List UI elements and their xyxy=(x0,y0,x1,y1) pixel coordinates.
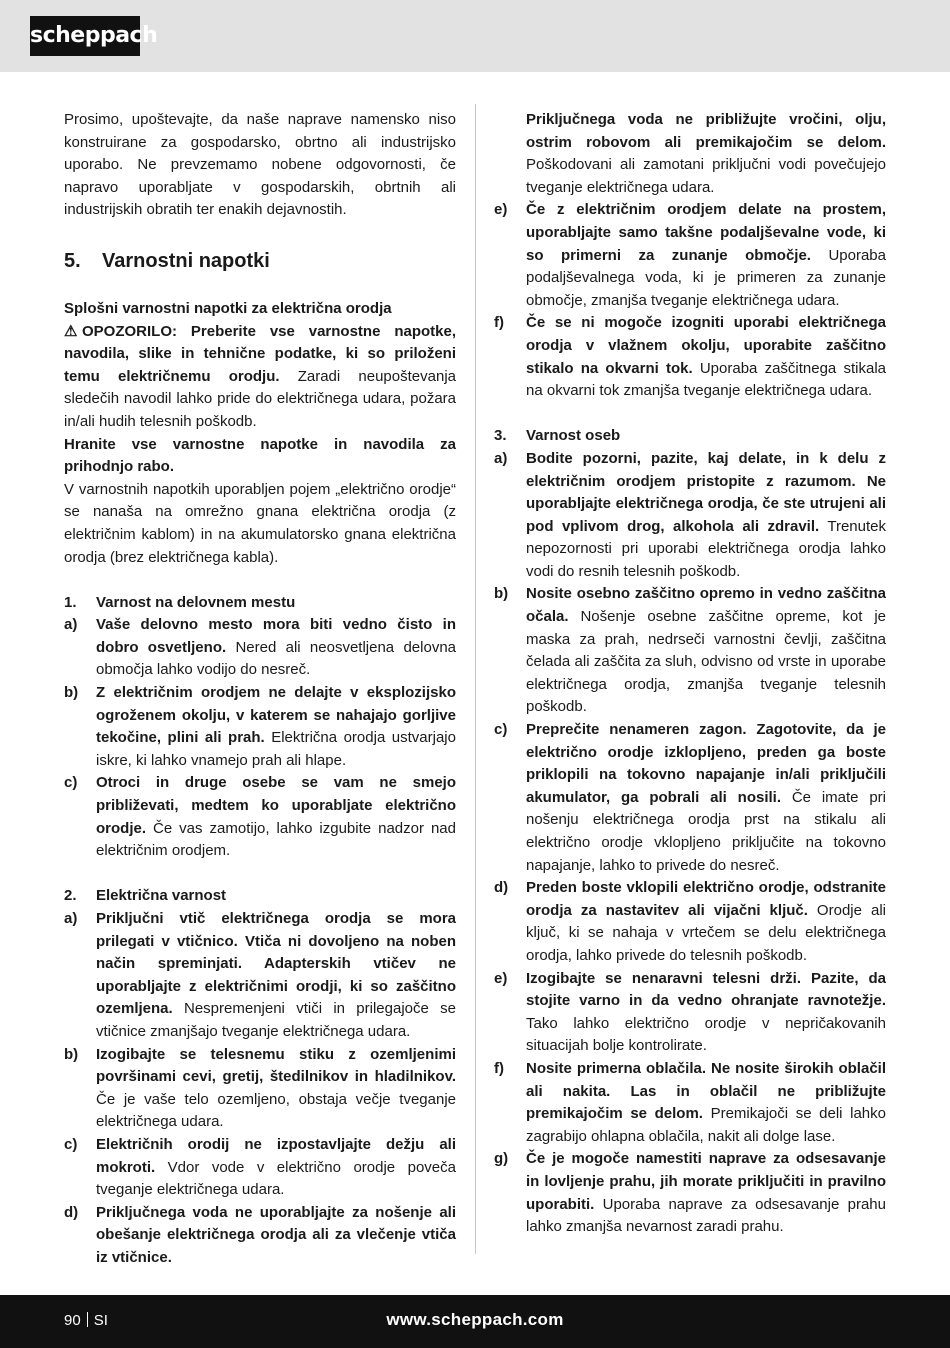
warning-paragraph xyxy=(64,321,456,434)
item-bold: Z električnim orodjem ne delajte v eksplozijsko ogroženem okolju, v katerem se nahajajo gorljive tekočine, plini ali prah. xyxy=(96,684,456,747)
item-text: Nered ali neosvetljena delovna območja lahko vodijo do nesreč. xyxy=(96,638,456,679)
warning-text: Zaradi neupoštevanja sledečih navodil lahko pride do električnega udara, požara in/ali hudih telesnih poškodb. xyxy=(64,367,456,430)
warning-icon: ⚠ xyxy=(64,322,78,340)
subsection-number: 3. xyxy=(494,427,507,445)
item-bold: Nosite primerna oblačila. Ne nosite širokih oblačil ali nakita. Las in oblačil ne približujte premikajočim se delom. xyxy=(526,1059,886,1123)
item-label: b) xyxy=(494,585,509,603)
item-bold: Vaše delovno mesto mora biti vedno čisto in dobro osvetljeno. xyxy=(96,616,456,656)
list-item-continued xyxy=(494,109,886,199)
item-text: Poškodovani ali zamotani priključni vodi povečujejo tveganje električnega udara. xyxy=(526,156,886,196)
subsection-heading xyxy=(64,885,456,908)
list-item xyxy=(64,908,456,1044)
item-text: Premikajoči se deli lahko zagrabijo ohlapna oblačila, nakit ali dolge lase. xyxy=(526,1105,886,1145)
item-label: c) xyxy=(64,774,78,792)
page-header xyxy=(0,0,950,72)
item-bold: Električnih orodij ne izpostavljajte dežju ali mokroti. xyxy=(96,1135,456,1176)
item-bold: Otroci in druge osebe se vam ne smejo približevati, medtem ko uporabljate električno orodje. xyxy=(96,774,456,837)
item-bold: Če z električnim orodjem delate na prostem, uporabljajte samo takšne podaljševalne vode, ki so primerni za zunanje območje. xyxy=(526,201,886,264)
item-text: Trenutek nepozornosti pri uporabi električnega orodja lahko vodi do resnih telesnih poškodb. xyxy=(526,517,886,580)
list-item xyxy=(494,583,886,719)
item-bold: Preden boste vklopili električno orodje, odstranite orodja za nastavitev ali vijačni ključ. xyxy=(526,879,886,919)
item-bold: Preprečite nenameren zagon. Zagotovite, da je električno orodje izklopljeno, preden ga boste priklopili na tokovno napajanje in/ali priključili akumulator, ga pobrali ali nosili. xyxy=(526,721,886,806)
subsection-number: 2. xyxy=(64,887,77,905)
item-label: d) xyxy=(64,1203,79,1221)
item-bold: Priključnega voda ne uporabljajte za nošenje ali obešanje električnega orodja ali za vlečenje vtiča iz vtičnice. xyxy=(96,1203,456,1266)
subsection-heading xyxy=(494,425,886,448)
item-label: a) xyxy=(64,910,78,927)
item-text: Tako lahko električno orodje v nepričakovanih situacijah bolje kontrolirate. xyxy=(526,1014,886,1055)
list-item xyxy=(64,772,456,862)
intro-paragraph: Prosimo, upoštevajte, da naše naprave namensko niso konstruirane za gospodarsko, obrtno ali industrijsko uporabo. Ne prevzemamo nobene odgovornosti, če napravo uporabljate v gospodarskih, obrtnih ali industrijskih obratih ter enakih dejavnostih. xyxy=(64,111,456,219)
list-item xyxy=(494,1058,886,1148)
list-item xyxy=(494,877,886,967)
list-item xyxy=(494,448,886,584)
website-link[interactable]: www.scheppach.com xyxy=(386,1310,564,1329)
list-item xyxy=(64,614,456,682)
item-label: e) xyxy=(494,969,508,987)
right-column xyxy=(494,109,886,1239)
subsection-title: Varnost oseb xyxy=(526,427,621,445)
item-label: a) xyxy=(494,449,508,467)
subsection-number: 1. xyxy=(64,593,77,611)
term-paragraph: V varnostnih napotkih uporabljen pojem „električno orodje“ se nanaša na omrežno gnana električna orodja (z električnim kablom) in na akumulatorsko gnana električna orodja (brez električnega kabla). xyxy=(64,480,456,566)
item-label: d) xyxy=(494,879,509,897)
scheppach-logo: scheppach xyxy=(30,16,140,56)
item-label: b) xyxy=(64,684,79,702)
column-divider xyxy=(475,104,476,1254)
item-label: b) xyxy=(64,1045,79,1063)
page-number-value: 90 xyxy=(64,1312,81,1329)
item-text: Orodje ali ključ, ki se nahaja v vrtečem se delu električnega orodja, lahko privede do telesnih poškodb. xyxy=(526,901,886,964)
list-item xyxy=(64,682,456,772)
item-text: Uporaba podaljševalnega voda, ki je primeren za zunanje območje, zmanjša tveganje električnega udara. xyxy=(526,246,886,309)
list-item xyxy=(494,199,886,312)
item-label: c) xyxy=(64,1135,78,1153)
item-bold: Priključni vtič električnega orodja se mora prilegati v vtičnico. Vtiča ni dovoljeno na noben način spreminjati. Adapterskih vtičev ne uporabljajte z električnimi orodji, ki so zaščitno ozemljena. xyxy=(96,910,456,1018)
item-bold: Priključnega voda ne približujte vročini, olju, ostrim robovom ali premikajočim se delom. xyxy=(526,111,886,151)
item-text: Električna orodja ustvarjajo iskre, ki lahko vnamejo prah ali hlape. xyxy=(96,729,456,769)
item-bold: Če se ni mogoče izogniti uporabi električnega orodja v vlažnem okolju, uporabite zaščitno stikalo na okvarni tok. xyxy=(526,314,886,377)
list-item xyxy=(494,312,886,402)
item-label: g) xyxy=(494,1150,509,1168)
list-item xyxy=(64,1134,456,1202)
item-bold: Če je mogoče namestiti naprave za odsesavanje in lovljenje prahu, jih morate priključiti in pravilno uporabiti. xyxy=(526,1150,886,1213)
section-title-text: Varnostni napotki xyxy=(102,249,270,272)
item-label: e) xyxy=(494,201,508,219)
list-item xyxy=(64,1044,456,1134)
list-item xyxy=(494,719,886,877)
page-footer xyxy=(0,1295,950,1348)
subsection-title: Električna varnost xyxy=(96,887,227,905)
item-bold: Izogibajte se telesnemu stiku z ozemljenimi površinami cevi, gretij, štedilnikov in hladilnikov. xyxy=(96,1045,456,1086)
item-bold: Izogibajte se nenaravni telesni drži. Pazite, da stojite varno in da vedno ohranjate ravnotežje. xyxy=(526,969,886,1010)
general-heading: Splošni varnostni napotki za električna orodja xyxy=(64,299,392,317)
item-text: Vdor vode v električno orodje poveča tveganje električnega udara. xyxy=(96,1158,456,1199)
section-title xyxy=(64,248,456,274)
item-text: Uporaba zaščitnega stikala na okvarni tok zmanjša tveganje električnega udara. xyxy=(526,359,886,400)
item-text: Če je vaše telo ozemljeno, obstaja večje tveganje električnega udara. xyxy=(96,1090,456,1131)
left-column xyxy=(64,109,456,1270)
keep-instructions: Hranite vse varnostne napotke in navodila za prihodnjo rabo. xyxy=(64,435,456,476)
list-item xyxy=(64,1202,456,1270)
item-bold: Nosite osebno zaščitno opremo in vedno zaščitna očala. xyxy=(526,585,886,626)
item-label: f) xyxy=(494,314,504,332)
subsection-title: Varnost na delovnem mestu xyxy=(96,593,296,611)
item-text: Uporaba naprave za odsesavanje prahu lahko zmanjša nevarnost zaradi prahu. xyxy=(526,1195,886,1236)
list-item xyxy=(494,1148,886,1238)
item-label: c) xyxy=(494,721,508,739)
item-label: f) xyxy=(494,1059,504,1077)
item-bold: Bodite pozorni, pazite, kaj delate, in k delu z električnim orodjem pristopite z razumom. Ne uporabljajte električnega orodja, če ste utrujeni ali pod vplivom drog, alkohola ali zdravil. xyxy=(526,449,886,535)
item-label: a) xyxy=(64,616,78,634)
item-text: Nespremenjeni vtiči in prilegajoče se vtičnice zmanjšajo tveganje električnega udara. xyxy=(96,1000,456,1040)
language-code: SI xyxy=(93,1312,108,1329)
item-text: Če vas zamotijo, lahko izgubite nadzor nad električnim orodjem. xyxy=(96,819,456,860)
item-text: Nošenje osebne zaščitne opreme, kot je maska za prah, nedrseči varnostni čevlji, zaščitna čelada ali zaščita za sluh, odvisno od vrste in uporabe električnega orodja, zmanjša tveganje telesnih poškodb. xyxy=(526,608,886,716)
list-item xyxy=(494,968,886,1058)
warning-bold: OPOZORILO: Preberite vse varnostne napotke, navodila, slike in tehnične podatke, ki so priloženi temu električnemu orodju. xyxy=(64,322,456,385)
section-number: 5. xyxy=(64,249,81,272)
item-text: Če imate pri nošenju električnega orodja prst na stikalu ali električno orodje vklopljeno priključite na tokovno napajanje, lahko to privede do nesreč. xyxy=(526,788,886,874)
subsection-heading xyxy=(64,592,456,615)
